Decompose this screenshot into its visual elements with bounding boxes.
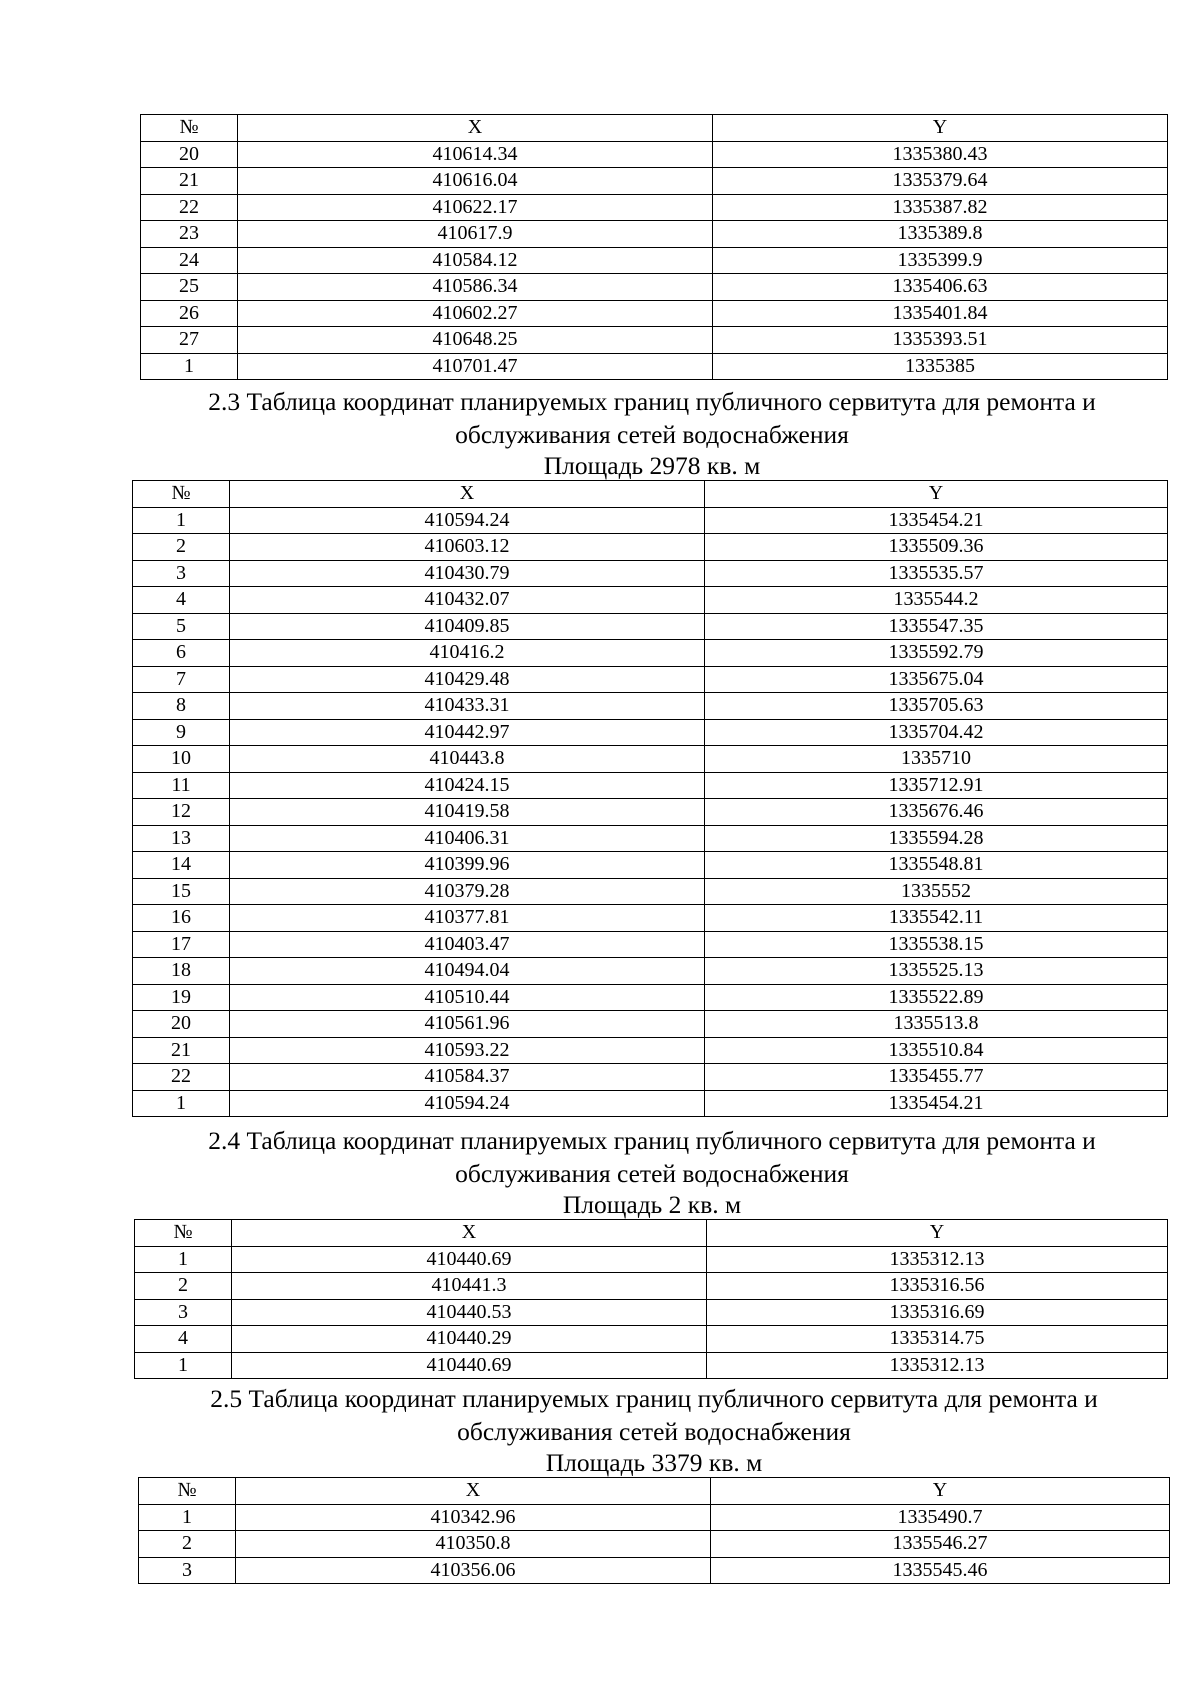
table-row: [133, 666, 1168, 693]
x-coordinate: 410648.25: [238, 327, 713, 354]
section-2-3: [128, 385, 1176, 481]
y-coordinate: 1335314.75: [707, 1326, 1168, 1353]
header-y: Y: [713, 115, 1168, 142]
point-number: 14: [133, 852, 230, 879]
y-coordinate: 1335316.56: [707, 1273, 1168, 1300]
table-row: [135, 1326, 1168, 1353]
point-number: 21: [133, 1037, 230, 1064]
y-coordinate: 1335399.9: [713, 247, 1168, 274]
x-coordinate: 410616.04: [238, 168, 713, 195]
x-coordinate: 410594.24: [230, 1090, 705, 1117]
table-row: [133, 560, 1168, 587]
table-row: [139, 1531, 1170, 1558]
y-coordinate: 1335542.11: [705, 905, 1168, 932]
header-y: Y: [707, 1220, 1168, 1247]
y-coordinate: 1335676.46: [705, 799, 1168, 826]
table-row: [133, 905, 1168, 932]
y-coordinate: 1335509.36: [705, 534, 1168, 561]
table-row: [141, 221, 1168, 248]
y-coordinate: 1335675.04: [705, 666, 1168, 693]
table-row: [133, 878, 1168, 905]
x-coordinate: 410440.29: [232, 1326, 707, 1353]
section-2-5: [130, 1382, 1178, 1478]
point-number: 22: [141, 194, 238, 221]
x-coordinate: 410356.06: [236, 1557, 711, 1584]
coordinate-table-2-4: [134, 1219, 1168, 1379]
x-coordinate: 410350.8: [236, 1531, 711, 1558]
table-row: [139, 1557, 1170, 1584]
point-number: 3: [135, 1299, 232, 1326]
point-number: 19: [133, 984, 230, 1011]
y-coordinate: 1335316.69: [707, 1299, 1168, 1326]
point-number: 20: [133, 1011, 230, 1038]
y-coordinate: 1335710: [705, 746, 1168, 773]
table-row: [141, 168, 1168, 195]
point-number: 17: [133, 931, 230, 958]
x-coordinate: 410602.27: [238, 300, 713, 327]
y-coordinate: 1335406.63: [713, 274, 1168, 301]
x-coordinate: 410416.2: [230, 640, 705, 667]
table-row: [133, 613, 1168, 640]
x-coordinate: 410409.85: [230, 613, 705, 640]
point-number: 10: [133, 746, 230, 773]
y-coordinate: 1335510.84: [705, 1037, 1168, 1064]
table-row: [133, 825, 1168, 852]
y-coordinate: 1335705.63: [705, 693, 1168, 720]
header-num: №: [141, 115, 238, 142]
x-coordinate: 410443.8: [230, 746, 705, 773]
point-number: 21: [141, 168, 238, 195]
y-coordinate: 1335401.84: [713, 300, 1168, 327]
table-row: [139, 1504, 1170, 1531]
x-coordinate: 410494.04: [230, 958, 705, 985]
y-coordinate: 1335490.7: [711, 1504, 1170, 1531]
table-row: [133, 1090, 1168, 1117]
point-number: 20: [141, 141, 238, 168]
x-coordinate: 410603.12: [230, 534, 705, 561]
point-number: 16: [133, 905, 230, 932]
table-row: [141, 300, 1168, 327]
header-y: Y: [705, 481, 1168, 508]
point-number: 1: [133, 507, 230, 534]
x-coordinate: 410441.3: [232, 1273, 707, 1300]
x-coordinate: 410442.97: [230, 719, 705, 746]
section-2-5-area: Площадь 3379 кв. м: [545, 1448, 763, 1477]
y-coordinate: 1335538.15: [705, 931, 1168, 958]
point-number: 3: [133, 560, 230, 587]
x-coordinate: 410377.81: [230, 905, 705, 932]
y-coordinate: 1335545.46: [711, 1557, 1170, 1584]
point-number: 1: [139, 1504, 236, 1531]
coordinate-table: [134, 1219, 1168, 1379]
section-2-3-area: Площадь 2978 кв. м: [543, 451, 761, 480]
x-coordinate: 410403.47: [230, 931, 705, 958]
table-row: [135, 1246, 1168, 1273]
y-coordinate: 1335546.27: [711, 1531, 1170, 1558]
point-number: 15: [133, 878, 230, 905]
table-row: [141, 194, 1168, 221]
point-number: 1: [133, 1090, 230, 1117]
table-row: [133, 746, 1168, 773]
table-row: [133, 1064, 1168, 1091]
point-number: 6: [133, 640, 230, 667]
point-number: 1: [141, 353, 238, 380]
x-coordinate: 410584.37: [230, 1064, 705, 1091]
section-2-3-caption-line2: обслуживания сетей водоснабжения: [455, 420, 849, 449]
y-coordinate: 1335592.79: [705, 640, 1168, 667]
y-coordinate: 1335525.13: [705, 958, 1168, 985]
point-number: 7: [133, 666, 230, 693]
coordinate-table-2-2-continuation: [140, 114, 1168, 380]
table-row: [135, 1273, 1168, 1300]
coordinate-table-2-5: [138, 1477, 1170, 1584]
point-number: 8: [133, 693, 230, 720]
x-coordinate: 410594.24: [230, 507, 705, 534]
point-number: 9: [133, 719, 230, 746]
table-row: [133, 799, 1168, 826]
point-number: 11: [133, 772, 230, 799]
header-x: X: [236, 1478, 711, 1505]
x-coordinate: 410433.31: [230, 693, 705, 720]
x-coordinate: 410586.34: [238, 274, 713, 301]
x-coordinate: 410399.96: [230, 852, 705, 879]
point-number: 2: [133, 534, 230, 561]
x-coordinate: 410406.31: [230, 825, 705, 852]
x-coordinate: 410424.15: [230, 772, 705, 799]
point-number: 26: [141, 300, 238, 327]
y-coordinate: 1335455.77: [705, 1064, 1168, 1091]
x-coordinate: 410614.34: [238, 141, 713, 168]
table-row: [133, 772, 1168, 799]
table-row: [133, 534, 1168, 561]
y-coordinate: 1335712.91: [705, 772, 1168, 799]
table-row: [133, 640, 1168, 667]
section-2-3-caption-line1: 2.3 Таблица координат планируемых границ публичного сервитута для ремонта и: [208, 387, 1096, 416]
y-coordinate: 1335387.82: [713, 194, 1168, 221]
section-2-4-caption-line1: 2.4 Таблица координат планируемых границ публичного сервитута для ремонта и: [208, 1126, 1096, 1155]
x-coordinate: 410432.07: [230, 587, 705, 614]
header-x: X: [232, 1220, 707, 1247]
section-2-4-area: Площадь 2 кв. м: [562, 1190, 742, 1219]
y-coordinate: 1335522.89: [705, 984, 1168, 1011]
table-row: [133, 984, 1168, 1011]
y-coordinate: 1335454.21: [705, 507, 1168, 534]
header-num: №: [135, 1220, 232, 1247]
table-row: [133, 1037, 1168, 1064]
y-coordinate: 1335393.51: [713, 327, 1168, 354]
table-row: [135, 1352, 1168, 1379]
header-x: X: [230, 481, 705, 508]
x-coordinate: 410701.47: [238, 353, 713, 380]
table-row: [133, 587, 1168, 614]
section-2-5-caption-line2: обслуживания сетей водоснабжения: [457, 1417, 851, 1446]
coordinate-table: [138, 1477, 1170, 1584]
x-coordinate: 410510.44: [230, 984, 705, 1011]
y-coordinate: 1335312.13: [707, 1246, 1168, 1273]
point-number: 1: [135, 1352, 232, 1379]
point-number: 2: [139, 1531, 236, 1558]
x-coordinate: 410584.12: [238, 247, 713, 274]
x-coordinate: 410379.28: [230, 878, 705, 905]
y-coordinate: 1335454.21: [705, 1090, 1168, 1117]
section-2-5-caption-line1: 2.5 Таблица координат планируемых границ публичного сервитута для ремонта и: [210, 1384, 1098, 1413]
x-coordinate: 410617.9: [238, 221, 713, 248]
point-number: 5: [133, 613, 230, 640]
y-coordinate: 1335385: [713, 353, 1168, 380]
point-number: 25: [141, 274, 238, 301]
header-x: X: [238, 115, 713, 142]
point-number: 4: [135, 1326, 232, 1353]
x-coordinate: 410622.17: [238, 194, 713, 221]
point-number: 2: [135, 1273, 232, 1300]
header-num: №: [133, 481, 230, 508]
point-number: 18: [133, 958, 230, 985]
x-coordinate: 410342.96: [236, 1504, 711, 1531]
x-coordinate: 410561.96: [230, 1011, 705, 1038]
y-coordinate: 1335547.35: [705, 613, 1168, 640]
x-coordinate: 410429.48: [230, 666, 705, 693]
table-row: [133, 931, 1168, 958]
point-number: 4: [133, 587, 230, 614]
point-number: 24: [141, 247, 238, 274]
point-number: 1: [135, 1246, 232, 1273]
table-row: [133, 507, 1168, 534]
point-number: 23: [141, 221, 238, 248]
point-number: 12: [133, 799, 230, 826]
table-row: [141, 141, 1168, 168]
table-header-row: [139, 1478, 1170, 1505]
point-number: 27: [141, 327, 238, 354]
table-header-row: [141, 115, 1168, 142]
y-coordinate: 1335389.8: [713, 221, 1168, 248]
coordinate-table: [132, 480, 1168, 1117]
y-coordinate: 1335548.81: [705, 852, 1168, 879]
y-coordinate: 1335379.64: [713, 168, 1168, 195]
y-coordinate: 1335380.43: [713, 141, 1168, 168]
point-number: 13: [133, 825, 230, 852]
y-coordinate: 1335552: [705, 878, 1168, 905]
x-coordinate: 410440.69: [232, 1246, 707, 1273]
table-row: [133, 958, 1168, 985]
y-coordinate: 1335704.42: [705, 719, 1168, 746]
table-row: [135, 1299, 1168, 1326]
coordinate-table-2-3: [132, 480, 1168, 1117]
table-row: [133, 1011, 1168, 1038]
y-coordinate: 1335535.57: [705, 560, 1168, 587]
y-coordinate: 1335594.28: [705, 825, 1168, 852]
section-2-4: [128, 1124, 1176, 1220]
table-row: [133, 852, 1168, 879]
header-num: №: [139, 1478, 236, 1505]
table-row: [141, 327, 1168, 354]
table-header-row: [133, 481, 1168, 508]
table-row: [141, 274, 1168, 301]
table-row: [141, 247, 1168, 274]
x-coordinate: 410593.22: [230, 1037, 705, 1064]
x-coordinate: 410430.79: [230, 560, 705, 587]
y-coordinate: 1335544.2: [705, 587, 1168, 614]
point-number: 22: [133, 1064, 230, 1091]
table-row: [133, 693, 1168, 720]
table-header-row: [135, 1220, 1168, 1247]
y-coordinate: 1335312.13: [707, 1352, 1168, 1379]
x-coordinate: 410419.58: [230, 799, 705, 826]
table-row: [133, 719, 1168, 746]
x-coordinate: 410440.53: [232, 1299, 707, 1326]
y-coordinate: 1335513.8: [705, 1011, 1168, 1038]
point-number: 3: [139, 1557, 236, 1584]
header-y: Y: [711, 1478, 1170, 1505]
x-coordinate: 410440.69: [232, 1352, 707, 1379]
coordinate-table: [140, 114, 1168, 380]
section-2-4-caption-line2: обслуживания сетей водоснабжения: [455, 1159, 849, 1188]
table-row: [141, 353, 1168, 380]
